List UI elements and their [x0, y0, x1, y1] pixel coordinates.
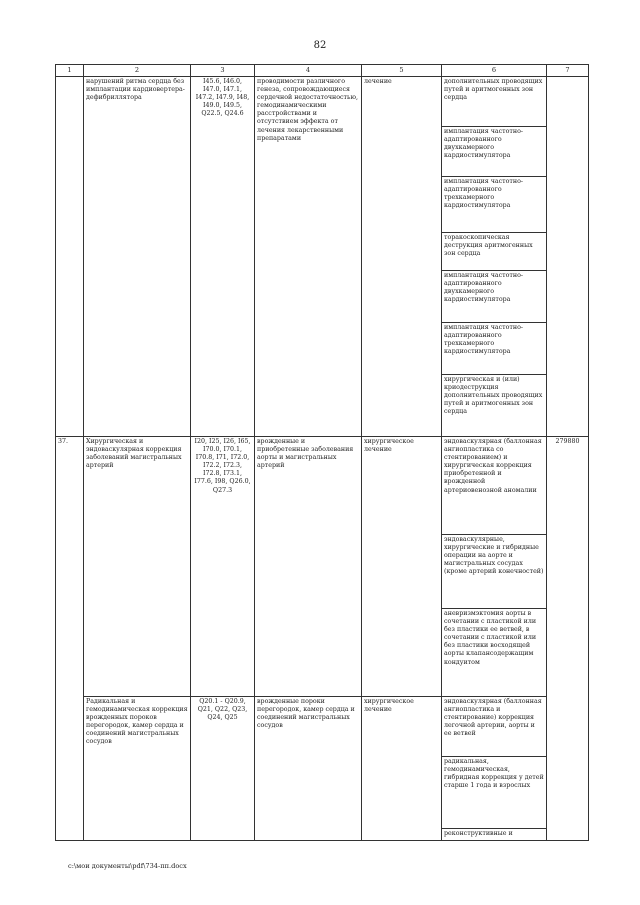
- method: радикальная, гемодинамическая, гибридная коррекция у детей старше 1 года и взрослых: [442, 756, 547, 828]
- row-number: [56, 76, 84, 436]
- method: эндоваскулярная (баллонная ангиопластика и стентирование) коррекция легочной артерии, аорты и ее ветвей: [442, 696, 547, 756]
- treatment-group: Радикальная и гемодинамическая коррекция врожденных пороков перегородок, камер сердца и соединений магистральных сосудов: [84, 696, 191, 840]
- file-path-footer: c:\мои документы\pdf\734-пп.docx: [68, 862, 187, 870]
- method: аневризмэктомия аорты в сочетании с пластикой или без пластики ее ветвей, в сочетании с пластикой или без пластики восходящей аорты клапансодержащим кондуитом: [442, 608, 547, 696]
- diagnosis: врожденные пороки перегородок, камер сердца и соединений магистральных сосудов: [255, 696, 362, 840]
- header-cell: 4: [255, 65, 362, 77]
- cost: [547, 76, 589, 436]
- cost: 279880: [547, 436, 589, 840]
- diagnosis: врожденные и приобретенные заболевания аорты и магистральных артерий: [255, 436, 362, 696]
- page-number: 82: [313, 40, 327, 51]
- treatment-group: нарушений ритма сердца без имплантации кардиовертера-дефибриллятора: [84, 76, 191, 436]
- method: имплантация частотно-адаптированного трехкамерного кардиостимулятора: [442, 322, 547, 374]
- method: эндоваскулярная (баллонная ангиопластика со стентированием) и хирургическая коррекция приобретенной и врожденной артериовенозной аномалии: [442, 436, 547, 534]
- header-row: [56, 65, 589, 77]
- diagnosis: проводимости различного генеза, сопровождающиеся сердечной недостаточностью, гемодинамическими расстройствами и отсутствием эффекта от лечения лекарственными препаратами: [255, 76, 362, 436]
- row-number: 37.: [56, 436, 84, 840]
- method: реконструктивные и: [442, 828, 547, 840]
- icd-codes: I45.6, I46.0, I47.0, I47.1, I47.2, I47.9, I48, I49.0, I49.5, Q22.5, Q24.6: [191, 76, 255, 436]
- method: эндоваскулярные, хирургические и гибридные операции на аорте и магистральных сосудах (кроме артерий конечностей): [442, 534, 547, 608]
- header-cell: 5: [362, 65, 442, 77]
- method: хирургическая и (или) криодеструкция дополнительных проводящих путей и аритмогенных зон сердца: [442, 374, 547, 436]
- method: торакоскопическая деструкция аритмогенных зон сердца: [442, 232, 547, 270]
- header-cell: 6: [442, 65, 547, 77]
- header-cell: 7: [547, 65, 589, 77]
- method: имплантация частотно-адаптированного двухкамерного кардиостимулятора: [442, 126, 547, 176]
- method: имплантация частотно-адаптированного двухкамерного кардиостимулятора: [442, 270, 547, 322]
- treatment-type: хирургическое лечение: [362, 436, 442, 696]
- treatment-group: Хирургическая и эндоваскулярная коррекция заболеваний магистральных артерий: [84, 436, 191, 696]
- icd-codes: Q20.1 - Q20.9, Q21, Q22, Q23, Q24, Q25: [191, 696, 255, 840]
- table-row: [56, 76, 589, 126]
- header-cell: 3: [191, 65, 255, 77]
- header-cell: 1: [56, 65, 84, 77]
- table-row: [56, 696, 589, 756]
- icd-codes: I20, I25, I26, I65, I70.0, I70.1, I70.8, I71, I72.0, I72.2, I72.3, I72.8, I73.1, I77.6, I98, Q26.0, Q27.3: [191, 436, 255, 696]
- treatment-type: лечение: [362, 76, 442, 436]
- method: дополнительных проводящих путей и аритмогенных зон сердца: [442, 76, 547, 126]
- treatment-type: хирургическое лечение: [362, 696, 442, 840]
- services-table: [55, 64, 589, 841]
- table-row: [56, 436, 589, 534]
- header-cell: 2: [84, 65, 191, 77]
- method: имплантация частотно-адаптированного трехкамерного кардиостимулятора: [442, 176, 547, 232]
